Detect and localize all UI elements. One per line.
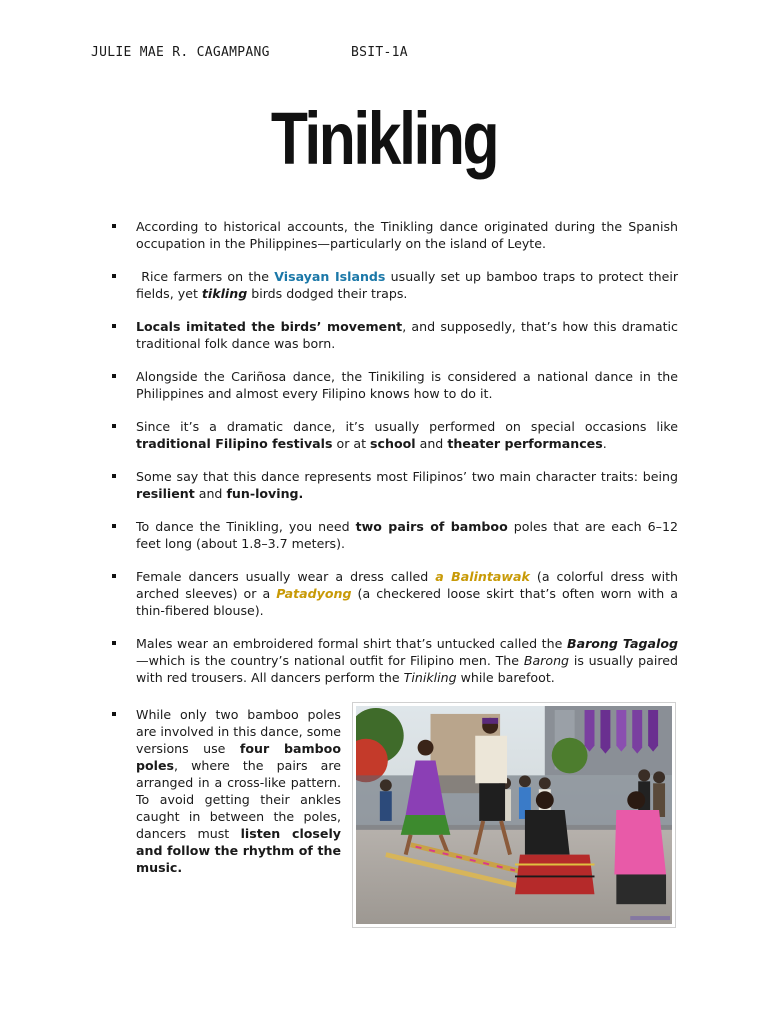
photo-illustration [356,706,672,924]
bullet-square-icon [112,424,116,428]
document-header [91,45,408,60]
patadyong-link[interactable]: Patadyong [276,586,352,601]
bullet-item: Some say that this dance represents most Filipinos’ two main character traits: being resilient and fun-loving. [112,468,678,502]
bullet-list [112,218,678,702]
tinikling-dancers-photo [352,702,676,928]
bullet-square-icon [112,324,116,328]
bullet-square-icon [112,374,116,378]
balintawak-link[interactable]: a Balintawak [435,569,530,584]
bullet-square-icon [112,712,116,716]
bullet-square-icon [112,474,116,478]
bullet-item: Alongside the Cariñosa dance, the Tinikiling is considered a national dance in the Philippines and almost every Filipino knows how to do it. [112,368,678,402]
bullet-square-icon [112,224,116,228]
bullet-list-last [112,706,341,876]
course-code: BSIT-1A [351,45,408,60]
bullet-item: Since it’s a dramatic dance, it’s usually performed on special occasions like traditional Filipino festivals or at school and theater performances. [112,418,678,452]
document-title: Tinikling [270,97,498,180]
bullet-item: Rice farmers on the Visayan Islands usually set up bamboo traps to protect their fields, yet tikling birds dodged their traps. [112,268,678,302]
bullet-square-icon [112,274,116,278]
bullet-item: Males wear an embroidered formal shirt that’s untucked called the Barong Tagalog—which is the country’s national outfit for Filipino men. The Barong is usually paired with red trousers. All dancers perform the Tinikling while barefoot. [112,635,678,686]
bullet-item: According to historical accounts, the Tinikling dance originated during the Spanish occupation in the Philippines—particularly on the island of Leyte. [112,218,678,252]
author-name: JULIE MAE R. CAGAMPANG [91,45,270,60]
bullet-item: To dance the Tinikling, you need two pairs of bamboo poles that are each 6–12 feet long (about 1.8–3.7 meters). [112,518,678,552]
bullet-item: Locals imitated the birds’ movement, and supposedly, that’s how this dramatic traditional folk dance was born. [112,318,678,352]
bullet-square-icon [112,524,116,528]
visayan-islands-link[interactable]: Visayan Islands [274,269,386,284]
bullet-square-icon [112,641,116,645]
bullet-square-icon [112,574,116,578]
bullet-item: While only two bamboo poles are involved in this dance, some versions use four bamboo poles, where the pairs are arranged in a cross-like pattern. To avoid getting their ankles caught in between the poles, dancers must listen closely and follow the rhythm of the music. [112,706,341,876]
bullet-item: Female dancers usually wear a dress called a Balintawak (a colorful dress with arched sleeves) or a Patadyong (a checkered loose skirt that’s often worn with a thin-fibered blouse). [112,568,678,619]
